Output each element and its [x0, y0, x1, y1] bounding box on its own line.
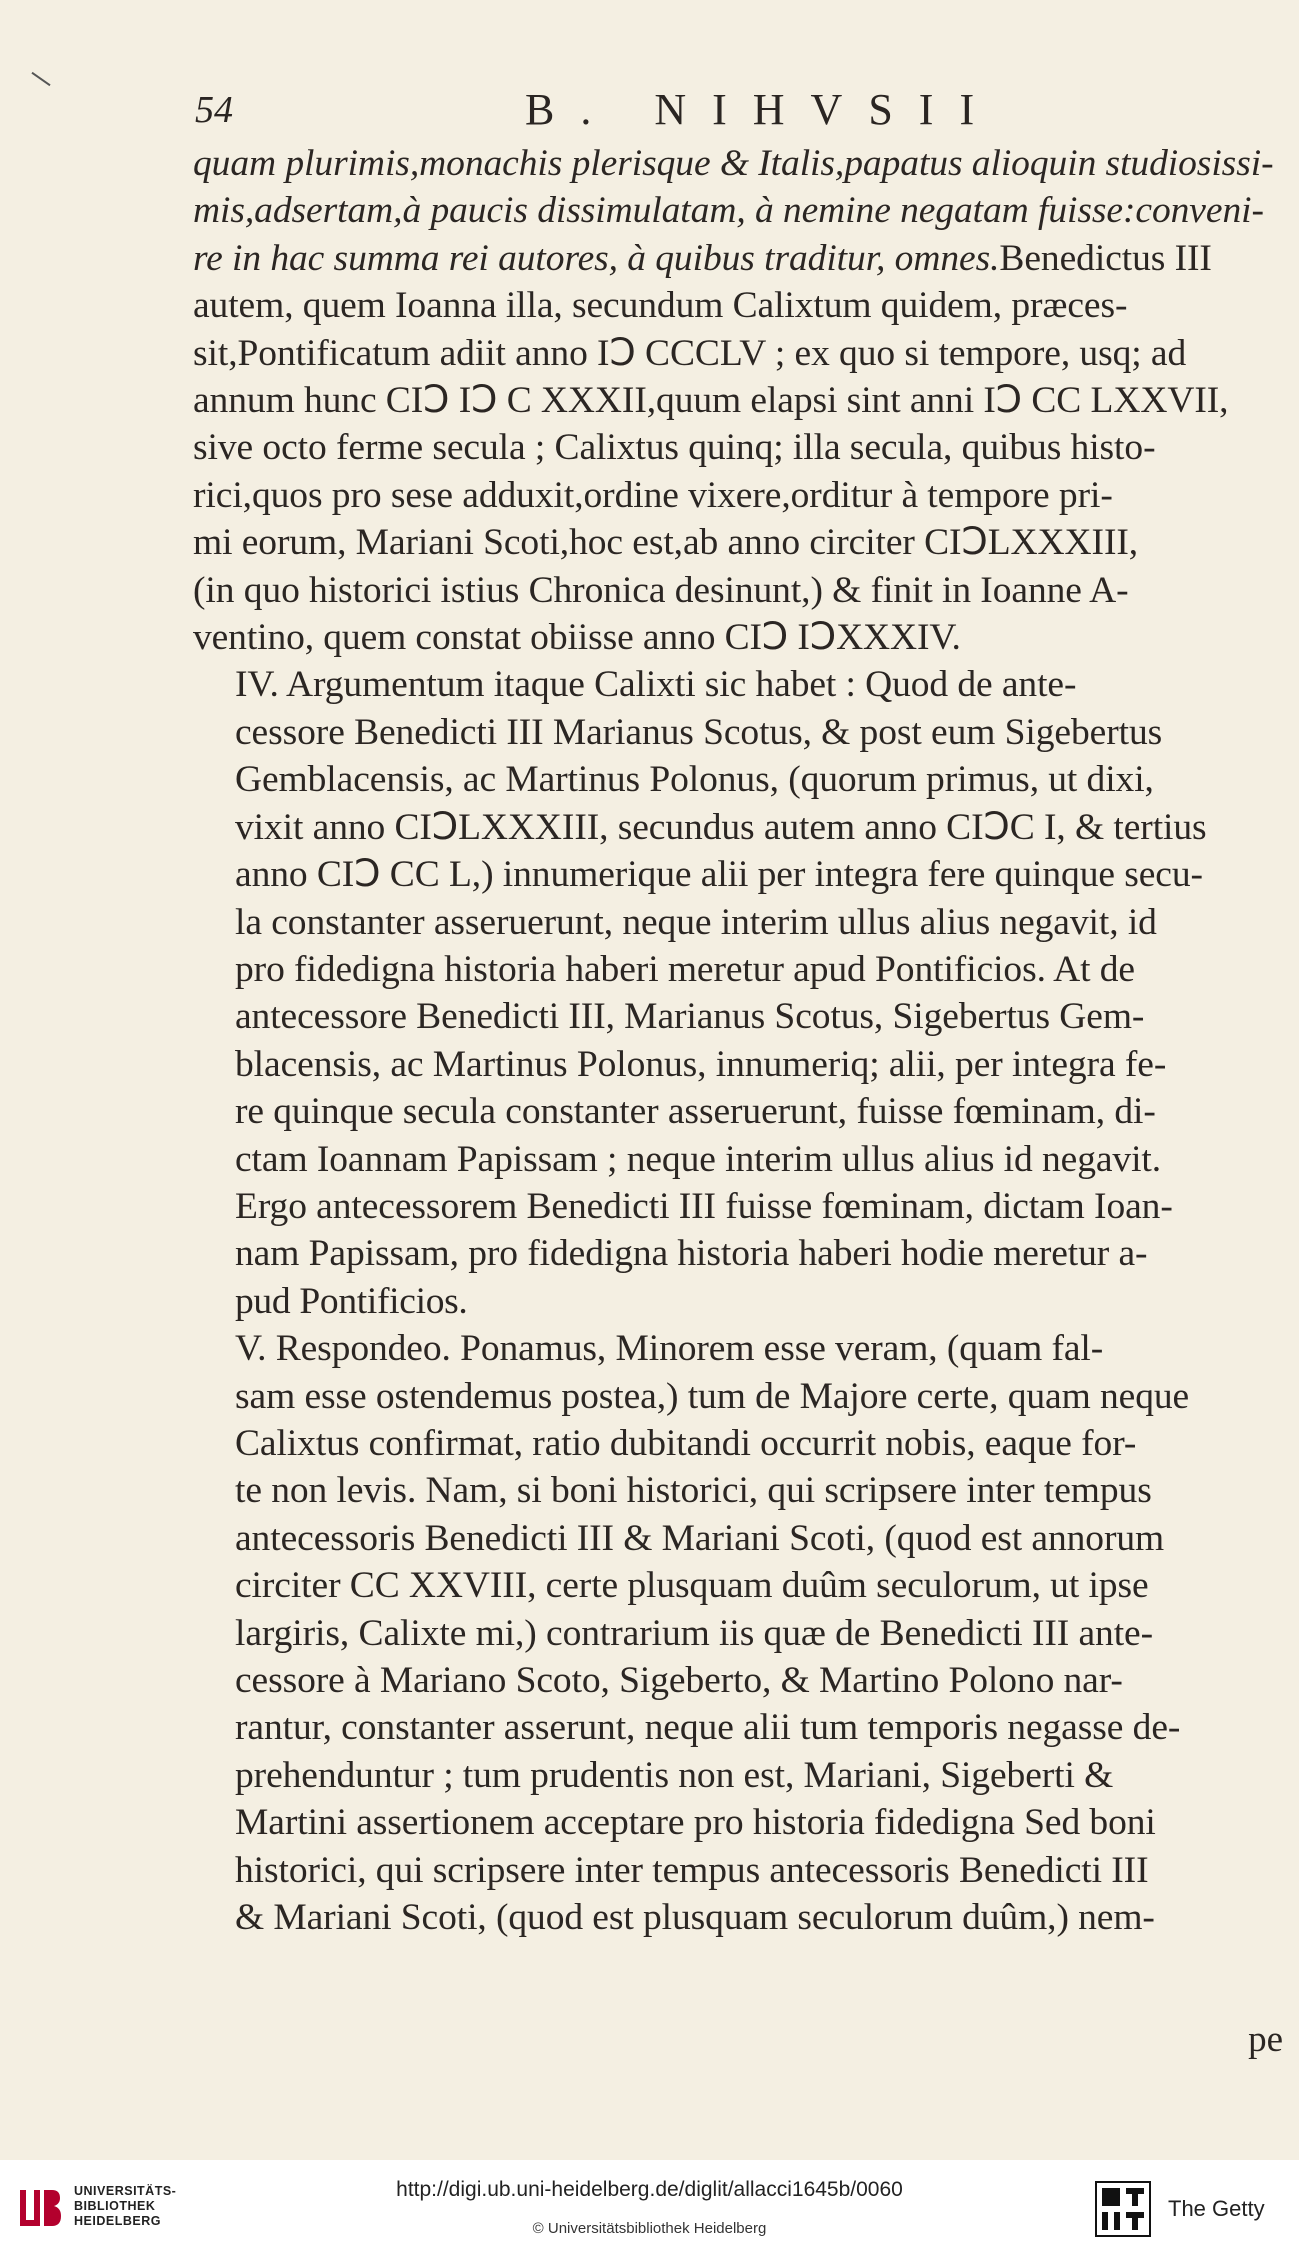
- roman-text: mi eorum, Mariani Scoti,hoc est,ab anno circiter CIↃLXXXIII,: [193, 522, 1139, 564]
- text-line: [193, 282, 1283, 329]
- text-line: [193, 709, 1283, 756]
- text-line: [193, 330, 1283, 377]
- roman-text: nam Papissam, pro fidedigna historia haberi hodie meretur a-: [235, 1233, 1148, 1275]
- roman-text: rici,quos pro sese adduxit,ordine vixere,orditur à tempore pri-: [193, 474, 1113, 516]
- text-line: [193, 1183, 1283, 1230]
- text-line: [193, 1562, 1283, 1609]
- roman-text: rantur, constanter asserunt, neque alii tum temporis negasse de-: [235, 1707, 1181, 1749]
- roman-text: V. Respondeo. Ponamus, Minorem esse veram, (quam fal-: [235, 1328, 1104, 1370]
- text-line: [193, 1088, 1283, 1135]
- body-text: [193, 140, 1283, 2060]
- roman-text: pud Pontificios.: [235, 1280, 468, 1322]
- roman-text: & Mariani Scoti, (quod est plusquam seculorum duûm,) nem-: [235, 1897, 1155, 1939]
- roman-text: IV. Argumentum itaque Calixti sic habet : Quod de ante-: [235, 664, 1077, 706]
- roman-text: ctam Ioannam Papissam ; neque interim ullus alius id negavit.: [235, 1138, 1162, 1180]
- roman-text: la constanter asseruerunt, neque interim ullus alius negavit, id: [235, 901, 1157, 943]
- roman-text: Calixtus confirmat, ratio dubitandi occurrit nobis, eaque for-: [235, 1422, 1137, 1464]
- text-line: [193, 1325, 1283, 1372]
- roman-text: pro fidedigna historia haberi meretur apud Pontificios. At de: [235, 948, 1135, 990]
- italic-text: mis,adsertam,à paucis dissimulatam, à nemine negatam fuisse:conveni-: [193, 190, 1264, 232]
- text-line: [193, 1799, 1283, 1846]
- text-line: [193, 140, 1283, 187]
- roman-text: anno CIↃ CC L,) innumerique alii per integra fere quinque secu-: [235, 854, 1203, 896]
- roman-text: sam esse ostendemus postea,) tum de Majore certe, quam neque: [235, 1375, 1190, 1417]
- roman-text: (in quo historici istius Chronica desinunt,) & finit in Ioanne A-: [193, 569, 1129, 611]
- roman-text: annum hunc CIↃ IↃ C XXXII,quum elapsi sint anni IↃ CC LXXVII,: [193, 380, 1229, 422]
- roman-text: ventino, quem constat obiisse anno CIↃ IↃXXXIV.: [193, 617, 961, 659]
- roman-text: sit,Pontificatum adiit anno IↃ CCCLV ; ex quo si tempore, usq; ad: [193, 332, 1187, 374]
- roman-text: blacensis, ac Martinus Polonus, innumeriq; alii, per integra fe-: [235, 1043, 1167, 1085]
- text-line: [193, 1467, 1283, 1514]
- roman-text: sive octo ferme secula ; Calixtus quinq; illa secula, quibus histo-: [193, 427, 1156, 469]
- roman-text: cessore Benedicti III Marianus Scotus, & post eum Sigebertus: [235, 711, 1163, 753]
- paragraph: [193, 661, 1283, 1325]
- text-line: [193, 756, 1283, 803]
- text-line: [193, 377, 1283, 424]
- roman-text: Ergo antecessorem Benedicti III fuisse fœminam, dictam Ioan-: [235, 1185, 1173, 1227]
- text-line: [193, 804, 1283, 851]
- paragraph: [193, 140, 1283, 661]
- roman-text: antecessoris Benedicti III & Mariani Scoti, (quod est annorum: [235, 1517, 1165, 1559]
- text-line: [193, 1657, 1283, 1704]
- roman-text: te non levis. Nam, si boni historici, qui scripsere inter tempus: [235, 1470, 1152, 1512]
- roman-text: vixit anno CIↃLXXXIII, secundus autem anno CIↃC I, & tertius: [235, 806, 1207, 848]
- paragraph: [193, 1325, 1283, 1941]
- page-number: 54: [195, 89, 233, 131]
- text-line: [193, 1136, 1283, 1183]
- text-line: [193, 519, 1283, 566]
- roman-text: circiter CC XXVIII, certe plusquam duûm seculorum, ut ipse: [235, 1565, 1149, 1607]
- roman-text: Gemblacensis, ac Martinus Polonus, (quorum primus, ut dixi,: [235, 759, 1154, 801]
- text-line: [193, 187, 1283, 234]
- partner-name: The Getty: [1168, 2196, 1265, 2221]
- text-line: [193, 1230, 1283, 1277]
- text-line: [193, 946, 1283, 993]
- permalink-url[interactable]: http://digi.ub.uni-heidelberg.de/diglit/allacci1645b/0060: [396, 2178, 903, 2201]
- text-line: [193, 424, 1283, 471]
- text-line: [193, 1847, 1283, 1894]
- roman-text: re quinque secula constanter asseruerunt, fuisse fœminam, di-: [235, 1091, 1156, 1133]
- text-line: [193, 1610, 1283, 1657]
- text-line: [193, 993, 1283, 1040]
- copyright-notice: © Universitätsbibliothek Heidelberg: [532, 2220, 767, 2237]
- text-line: [193, 1420, 1283, 1467]
- roman-text: largiris, Calixte mi,) contrarium iis quæ de Benedicti III ante-: [235, 1612, 1154, 1654]
- italic-text: quam plurimis,monachis plerisque & Italis,papatus alioquin studiosissi-: [193, 143, 1274, 184]
- catchword: pe: [1248, 2019, 1283, 2060]
- text-line: [193, 1752, 1283, 1799]
- roman-text: cessore à Mariano Scoto, Sigeberto, & Martino Polono nar-: [235, 1660, 1123, 1701]
- footer: [0, 2160, 1299, 2257]
- text-line: [193, 567, 1283, 614]
- text-line: [193, 1704, 1283, 1751]
- text-line: [193, 235, 1283, 282]
- italic-text: re in hac summa rei autores, à quibus traditur, omnes.: [193, 237, 1000, 279]
- scan-mark: [31, 72, 50, 86]
- text-line: [193, 1894, 1283, 1941]
- roman-text: prehenduntur ; tum prudentis non est, Mariani, Sigeberti &: [235, 1754, 1114, 1796]
- roman-text: Benedictus III: [999, 237, 1212, 279]
- roman-text: autem, quem Ioanna illa, secundum Calixtum quidem, præces-: [193, 285, 1128, 327]
- page-header: [195, 80, 1275, 140]
- text-line: [193, 1373, 1283, 1420]
- text-line: [193, 899, 1283, 946]
- library-name: UNIVERSITÄTS- BIBLIOTHEK HEIDELBERG: [74, 2184, 177, 2228]
- getty-logo-icon: [1094, 2180, 1152, 2238]
- roman-text: Martini assertionem acceptare pro historia fidedigna Sed boni: [235, 1802, 1156, 1844]
- roman-text: historici, qui scripsere inter tempus antecessoris Benedicti III: [235, 1849, 1149, 1891]
- running-head: B. NIHVSII: [525, 85, 1001, 134]
- text-line: [193, 1278, 1283, 1325]
- text-line: [193, 614, 1283, 661]
- roman-text: antecessore Benedicti III, Marianus Scotus, Sigebertus Gem-: [235, 996, 1145, 1038]
- text-line: [193, 1041, 1283, 1088]
- text-line: [193, 851, 1283, 898]
- text-line: [193, 472, 1283, 519]
- text-line: [193, 1515, 1283, 1562]
- text-line: [193, 661, 1283, 708]
